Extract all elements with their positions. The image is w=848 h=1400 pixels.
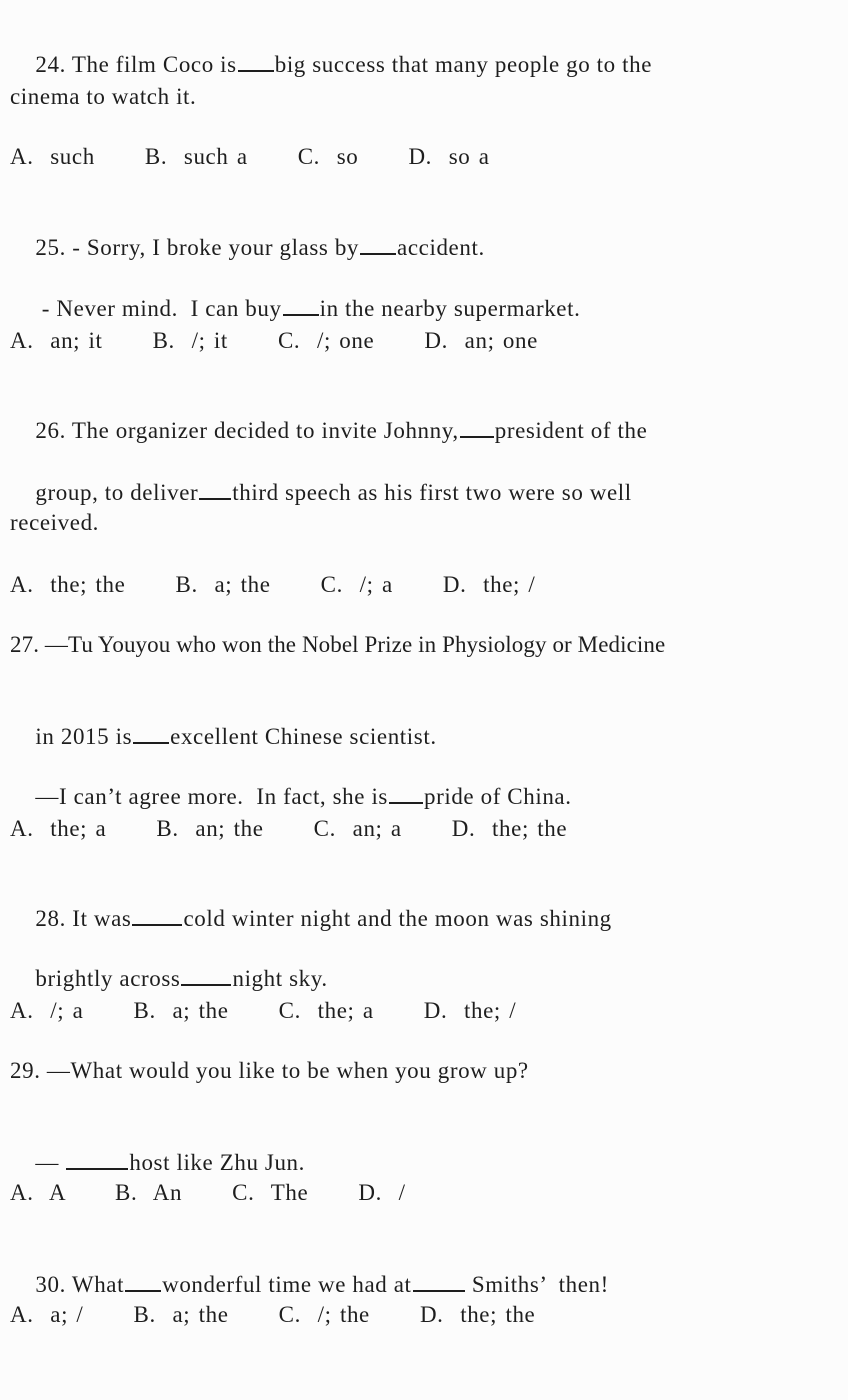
q25-blank-2 (283, 294, 319, 316)
q27-text-part-2: excellent Chinese scientist. (170, 724, 437, 749)
q26-line-3: received. (10, 510, 100, 535)
q24-text-part-2: big success that many people go to the (274, 52, 653, 77)
q28-blank-2 (181, 964, 231, 986)
q30-text-part-1: 30. What (35, 1272, 125, 1297)
q29-blank (66, 1148, 128, 1170)
q25-text-part-2: accident. (397, 235, 485, 260)
q28-text-part-2: cold winter night and the moon was shining (183, 906, 612, 931)
q27-text-part-4: pride of China. (423, 784, 572, 809)
q24-text-part-1: 24. The film Coco is (35, 52, 237, 77)
q28-blank-1 (132, 904, 182, 926)
q24-line-2: cinema to watch it. (10, 84, 197, 109)
q30-blank-1 (125, 1270, 161, 1292)
q27-text-part-1: in 2015 is (35, 724, 133, 749)
q27-options: A. the; a B. an; the C. an; a D. the; the (10, 816, 568, 841)
q25-text-part-1: 25. - Sorry, I broke your glass by (35, 235, 360, 260)
q26-text-part-3: group, to deliver (35, 480, 199, 505)
q24-options: A. such B. such a C. so D. so a (10, 144, 490, 169)
q27-line-1: 27. —Tu Youyou who won the Nobel Prize in Physiology or Medicine (10, 632, 666, 657)
q28-text-part-3: brightly across (35, 966, 181, 991)
q29-text-part-2: host like Zhu Jun. (129, 1150, 305, 1175)
q27-blank-2 (389, 782, 423, 804)
q29-line-1: 29. —What would you like to be when you grow up? (10, 1058, 529, 1083)
q28-text-part-4: night sky. (232, 966, 328, 991)
q24-blank (238, 50, 274, 72)
q30-text-part-2: wonderful time we had at (162, 1272, 412, 1297)
q28-options: A. /; a B. a; the C. the; a D. the; / (10, 998, 517, 1023)
q30-options: A. a; / B. a; the C. /; the D. the; the (10, 1302, 536, 1327)
q28-text-part-1: 28. It was (35, 906, 132, 931)
q30-blank-2 (413, 1270, 465, 1292)
q27-blank-1 (133, 722, 169, 744)
q25-options: A. an; it B. /; it C. /; one D. an; one (10, 328, 538, 353)
q25-blank-1 (360, 233, 396, 255)
q26-blank-2 (199, 478, 231, 500)
q29-text-part-1: — (35, 1150, 66, 1175)
q29-options: A. A B. An C. The D. / (10, 1180, 406, 1205)
q26-blank-1 (460, 416, 494, 438)
q26-text-part-1: 26. The organizer decided to invite Johnny, (35, 418, 459, 443)
q26-text-part-4: third speech as his first two were so well (232, 480, 632, 505)
q27-text-part-3: —I can’t agree more. In fact, she is (35, 784, 388, 809)
q26-text-part-2: president of the (494, 418, 648, 443)
q25-text-part-4: in the nearby supermarket. (319, 296, 581, 321)
q30-text-part-3: Smiths’ then! (465, 1272, 609, 1297)
q25-text-part-3: - Never mind. I can buy (35, 296, 282, 321)
q26-options: A. the; the B. a; the C. /; a D. the; / (10, 572, 536, 597)
